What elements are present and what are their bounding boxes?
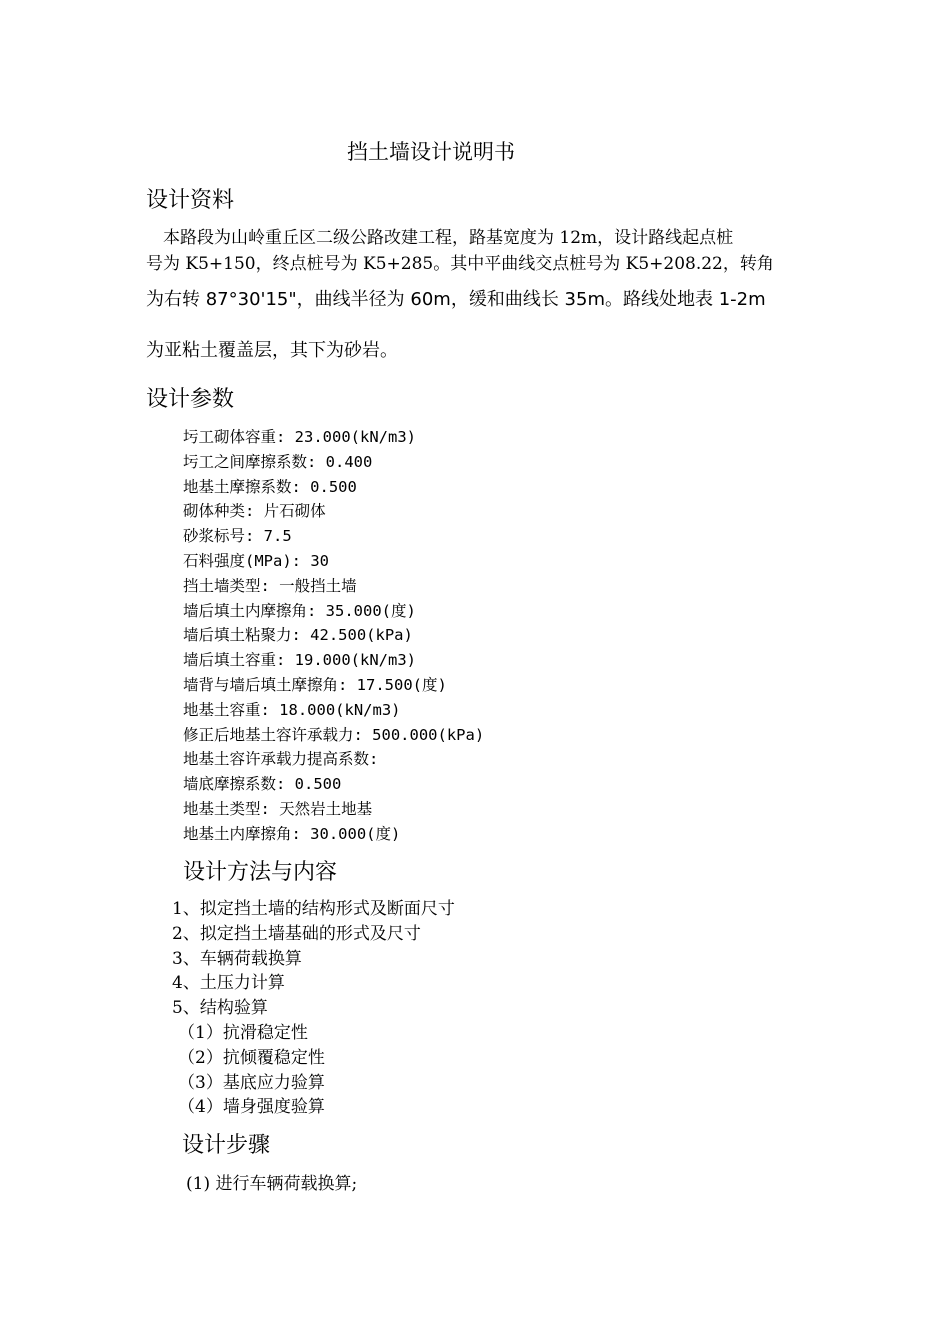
section-heading-design-steps: 设计步骤 <box>182 1133 271 1158</box>
method-subitem: （3）基底应力验算 <box>178 1072 325 1093</box>
param-item: 地基土容许承载力提高系数: <box>183 750 379 769</box>
param-item: 地基土类型: 天然岩土地基 <box>183 799 373 818</box>
method-item: 2、拟定挡土墙基础的形式及尺寸 <box>172 923 421 944</box>
paragraph-line: 号为 K5+150，终点桩号为 K5+285。其中平曲线交点桩号为 K5+208.22，转角 <box>146 254 774 274</box>
param-item: 墙后填土内摩擦角: 35.000(度) <box>183 601 416 620</box>
param-item: 地基土摩擦系数: 0.500 <box>183 477 357 496</box>
design-params-list <box>183 425 484 847</box>
method-subitem: （1）抗滑稳定性 <box>178 1022 308 1043</box>
param-item: 石料强度(MPa): 30 <box>183 551 329 570</box>
method-item: 3、车辆荷载换算 <box>172 948 302 969</box>
param-item: 墙底摩擦系数: 0.500 <box>183 775 342 794</box>
param-item: 地基土容重: 18.000(kN/m3) <box>183 700 401 719</box>
paragraph-line: 为亚粘土覆盖层，其下为砂岩。 <box>146 340 398 361</box>
param-item: 墙后填土容重: 19.000(kN/m3) <box>183 651 416 670</box>
section-heading-design-params: 设计参数 <box>146 387 235 412</box>
document-title: 挡土墙设计说明书 <box>347 140 515 164</box>
method-item: 4、土压力计算 <box>172 973 285 994</box>
param-item: 圬工砌体容重: 23.000(kN/m3) <box>183 428 416 446</box>
paragraph-line: 为右转 87°30'15"，曲线半径为 60m，缓和曲线长 35m。路线处地表 1-2m <box>146 289 766 310</box>
param-item: 修正后地基土容许承载力: 500.000(kPa) <box>183 725 485 744</box>
section-heading-design-data: 设计资料 <box>146 188 235 213</box>
param-item: 挡土墙类型: 一般挡土墙 <box>183 576 357 595</box>
param-item: 地基土内摩擦角: 30.000(度) <box>183 824 401 843</box>
param-item: 砂浆标号: 7.5 <box>183 527 292 546</box>
param-item: 圬工之间摩擦系数: 0.400 <box>183 452 373 471</box>
method-item: 1、拟定挡土墙的结构形式及断面尺寸 <box>172 899 455 919</box>
design-step-item: (1) 进行车辆荷载换算; <box>186 1174 358 1194</box>
method-subitem: （4）墙身强度验算 <box>178 1097 325 1118</box>
param-item: 墙后填土粘聚力: 42.500(kPa) <box>183 626 413 645</box>
method-item: 5、结构验算 <box>172 998 268 1019</box>
method-subitem: （2）抗倾覆稳定性 <box>178 1047 325 1068</box>
section-heading-design-methods: 设计方法与内容 <box>183 860 338 885</box>
param-item: 砌体种类: 片石砌体 <box>183 502 326 521</box>
param-item: 墙背与墙后填土摩擦角: 17.500(度) <box>183 675 447 694</box>
paragraph-line: 本路段为山岭重丘区二级公路改建工程，路基宽度为 12m，设计路线起点桩 <box>146 228 734 248</box>
design-methods-list <box>172 897 455 1120</box>
